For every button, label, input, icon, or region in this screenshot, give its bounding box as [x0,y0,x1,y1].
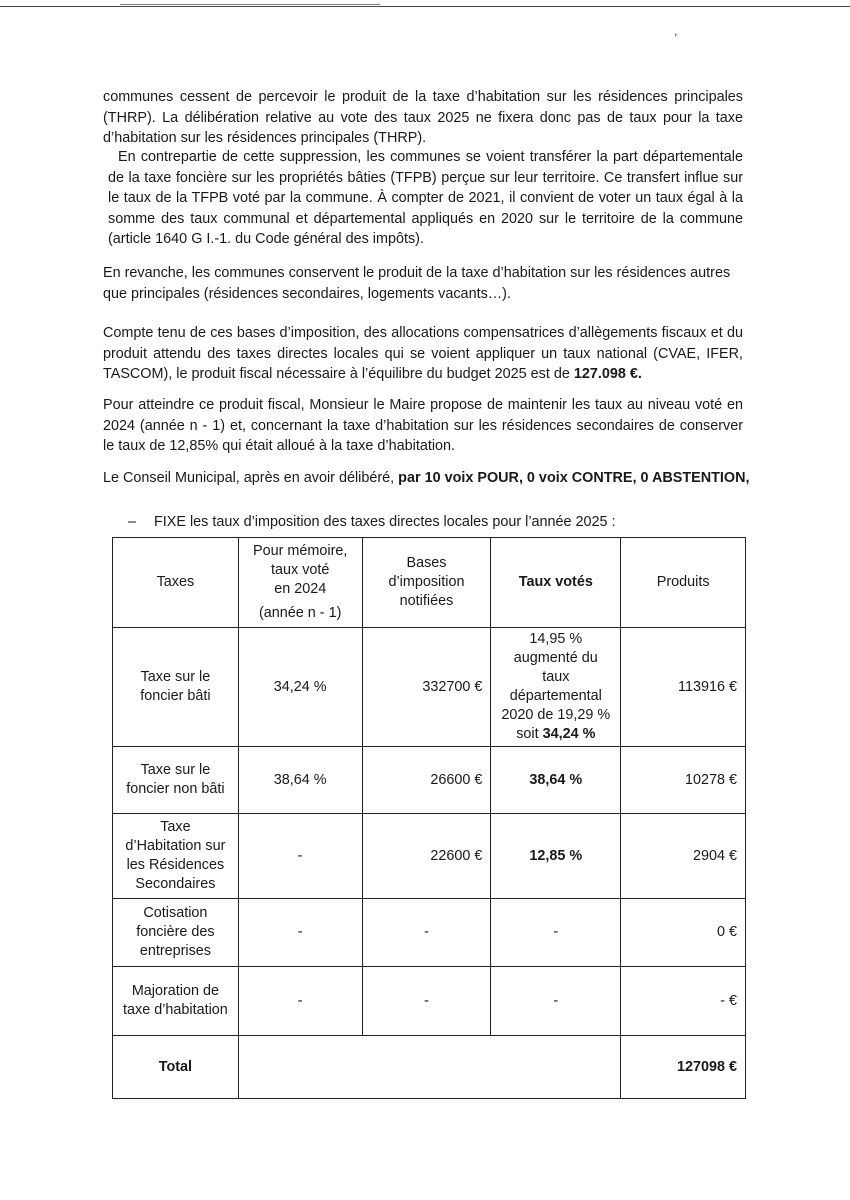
row-memoire: - [238,967,362,1036]
conseil-text: Le Conseil Municipal, après en avoir délibéré, [103,470,399,486]
produit-fiscal-text: Compte tenu de ces bases d’imposition, des allocations compensatrices d’allègements fiscaux et du produit attendu des taxes directes locales qui se voient appliquer un taux national (CVAE, IFER, TASCOM), le produit fiscal nécessaire à l’équilibre du budget 2025 est de [103,325,743,382]
row-bases: - [362,967,491,1036]
row-produit: 2904 € [621,814,746,899]
row-produit: 113916 € [621,628,746,747]
row-taux: - [491,967,621,1036]
vote-result: par 10 voix POUR, 0 voix CONTRE, 0 ABSTENTION, [398,470,750,486]
table-total-row [113,1036,746,1099]
paragraph-compte-tenu [103,323,743,385]
row-tax-name: Taxe sur le foncier bâti [113,628,239,747]
stray-mark: , [674,24,678,38]
total-label: Total [113,1036,239,1099]
table-header-row [113,538,746,628]
header-memoire: Pour mémoire, taux voté en 2024 (année n - 1) [238,538,362,628]
total-value: 127098 € [621,1036,746,1099]
table-row [113,747,746,814]
table-row [113,628,746,747]
row-memoire: - [238,899,362,967]
row-tax-name: Taxe sur le foncier non bâti [113,747,239,814]
row-taux: - [491,899,621,967]
row-tax-name: Taxe d’Habitation sur les Résidences Secondaires [113,814,239,899]
row-taux: 14,95 % augmenté du taux départemental 2020 de 19,29 % soit 34,24 % [491,628,621,747]
row-memoire: 38,64 % [238,747,362,814]
header-taux: Taux votés [491,538,621,628]
paragraph-en-revanche: En revanche, les communes conservent le produit de la taxe d’habitation sur les résidences autres que principales (résidences secondaires, logements vacants…). [103,265,731,302]
row-bases: 332700 € [362,628,491,747]
header-bases: Bases d’imposition notifiées [362,538,491,628]
row-memoire: - [238,814,362,899]
list-dash: – [128,514,137,530]
total-empty-cell [238,1036,620,1099]
paragraph-maire-propose: Pour atteindre ce produit fiscal, Monsieur le Maire propose de maintenir les taux au niveau voté en 2024 (année n - 1) et, concernant la taxe d’habitation sur les résidences secondaires de conserver le taux de 12,85% qui était alloué à la taxe d’habitation. [103,397,743,454]
row-produit: 10278 € [621,747,746,814]
paragraph-conseil [103,468,763,489]
scan-edge-line [0,6,850,7]
scan-edge-line [120,4,380,5]
row-tax-name: Majoration de taxe d’habitation [113,967,239,1036]
row-produit: 0 € [621,899,746,967]
produit-fiscal-amount: 127.098 €. [573,366,642,382]
row-bases: 22600 € [362,814,491,899]
paragraph-thrp: communes cessent de percevoir le produit de la taxe d’habitation sur les résidences principales (THRP). La délibération relative au vote des taux 2025 ne fixera donc pas de taux pour la taxe d’habitation sur les résidences principales (THRP). [103,89,743,146]
row-taux: 12,85 % [491,814,621,899]
table-row [113,899,746,967]
tax-rates-table [112,537,746,1099]
list-item-fixe [128,512,616,532]
row-taux: 38,64 % [491,747,621,814]
header-taxes: Taxes [113,538,239,628]
row-produit: - € [621,967,746,1036]
table-row [113,814,746,899]
row-tax-name: Cotisation foncière des entreprises [113,899,239,967]
row-bases: - [362,899,491,967]
list-item-text: FIXE les taux d’imposition des taxes directes locales pour l’année 2025 : [154,514,616,530]
paragraph-contrepartie: En contrepartie de cette suppression, les communes se voient transférer la part départementale de la taxe foncière sur les propriétés bâties (TFPB) perçue sur leur territoire. Ce transfert influe sur le taux de la TFPB voté par la commune. À compter de 2021, il convient de voter un taux égal à la somme des taux communal et départemental appliqués en 2020 sur le territoire de la commune (article 1640 G I.-1. du Code général des impôts). [108,149,743,247]
row-bases: 26600 € [362,747,491,814]
row-memoire: 34,24 % [238,628,362,747]
table-row [113,967,746,1036]
header-produits: Produits [621,538,746,628]
